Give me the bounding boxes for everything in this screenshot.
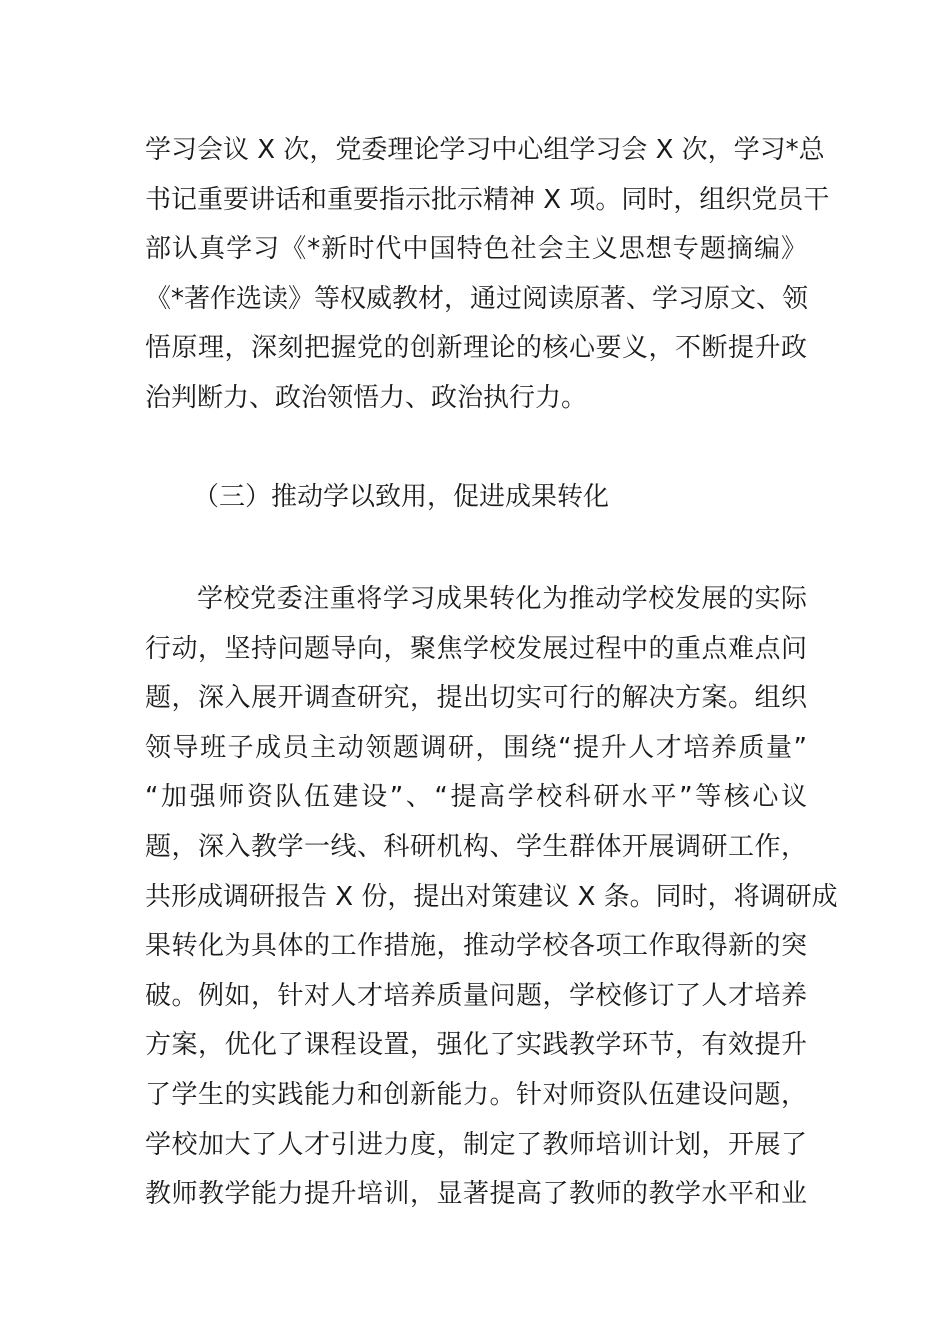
paragraph-2-line: 教师教学能力提升培训，显著提高了教师的教学水平和业 <box>145 1179 807 1210</box>
paragraph-1-line: 悟原理，深刻把握党的创新理论的核心要义，不断提升政 <box>145 333 807 364</box>
paragraph-1-line: 书记重要讲话和重要指示批示精神 X 项。同时，组织党员干 <box>145 184 830 215</box>
paragraph-2-line: “加强师资队伍建设”、“提高学校科研水平”等核心议 <box>145 782 807 813</box>
section-heading: （三）推动学以致用，促进成果转化 <box>193 482 610 512</box>
paragraph-1-line: 学习会议 X 次，党委理论学习中心组学习会 X 次，学习*总 <box>145 135 825 165</box>
paragraph-2-line: 了学生的实践能力和创新能力。针对师资队伍建设问题， <box>145 1079 807 1110</box>
paragraph-2-line: 题，深入教学一线、科研机构、学生群体开展调研工作， <box>145 831 807 862</box>
paragraph-2 <box>145 575 838 1220</box>
paragraph-2-line: 方案，优化了课程设置，强化了实践教学环节，有效提升 <box>145 1030 807 1061</box>
paragraph-2-line: 破。例如，针对人才培养质量问题，学校修订了人才培养 <box>145 980 807 1011</box>
paragraph-1-line: 《*著作选读》等权威教材，通过阅读原著、学习原文、领 <box>145 283 809 314</box>
paragraph-2-line: 学校加大了人才引进力度，制定了教师培训计划，开展了 <box>145 1129 807 1160</box>
paragraph-2-line: 共形成调研报告 X 份，提出对策建议 X 条。同时，将调研成 <box>145 881 838 912</box>
paragraph-1 <box>145 126 830 424</box>
paragraph-2-line: 果转化为具体的工作措施，推动学校各项工作取得新的突 <box>145 931 807 962</box>
paragraph-2-line: 行动，坚持问题导向，聚焦学校发展过程中的重点难点问 <box>145 633 807 664</box>
paragraph-1-line: 治判断力、政治领悟力、政治执行力。 <box>145 382 588 413</box>
paragraph-2-line: 题，深入展开调查研究，提出切实可行的解决方案。组织 <box>145 683 807 714</box>
paragraph-2-line: 领导班子成员主动领题调研，围绕“提升人才培养质量” <box>145 732 807 763</box>
paragraph-2-line: 学校党委注重将学习成果转化为推动学校发展的实际 <box>197 584 807 614</box>
paragraph-1-line: 部认真学习《*新时代中国特色社会主义思想专题摘编》 <box>145 234 807 265</box>
